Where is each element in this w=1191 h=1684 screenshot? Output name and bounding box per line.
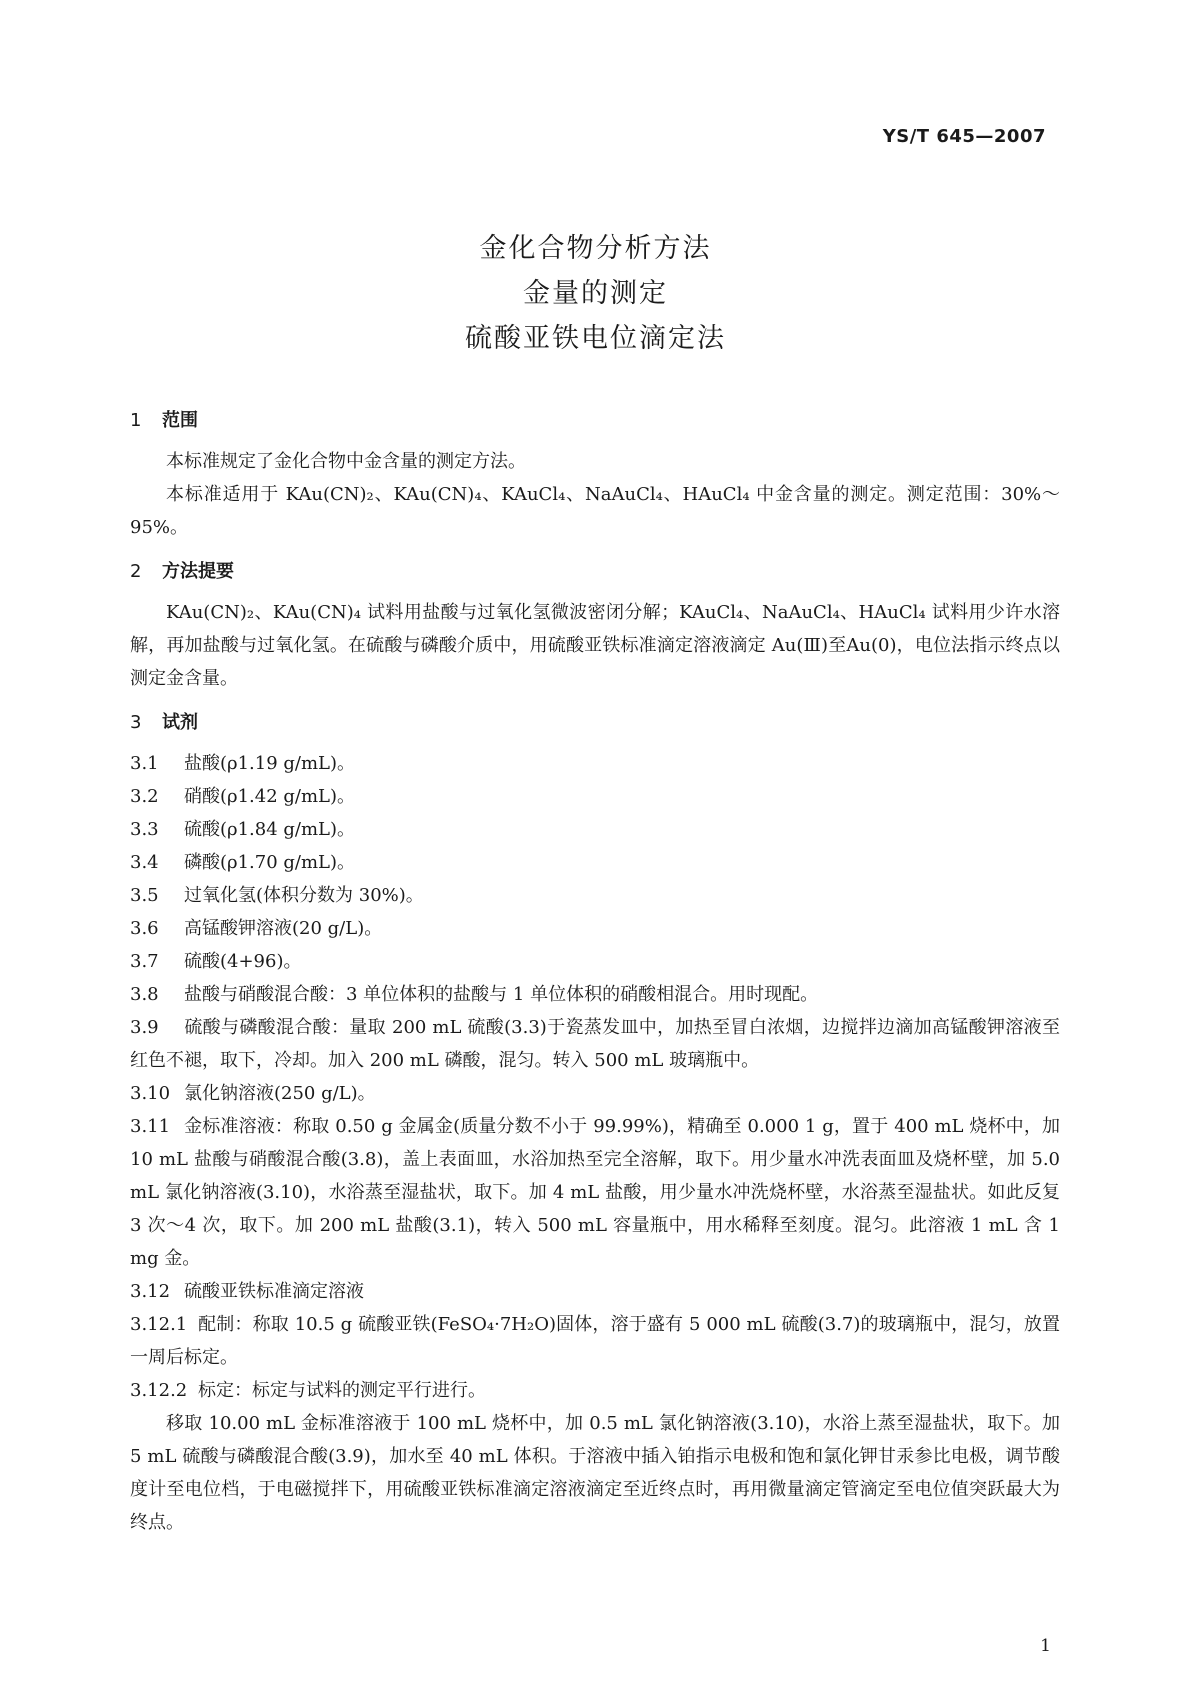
reagent-item (130, 1110, 1060, 1275)
section-heading-method-summary (130, 556, 1060, 588)
item-text: 硫酸亚铁标准滴定溶液 (184, 1281, 364, 1302)
item-number: 3.12.2 (130, 1380, 188, 1401)
reagent-item (130, 747, 1060, 780)
item-text: 硫酸(4+96)。 (184, 951, 302, 972)
section-title: 方法提要 (162, 561, 234, 582)
paragraph: 本标准适用于 KAu(CN)₂、KAu(CN)₄、KAuCl₄、NaAuCl₄、HAuCl₄ 中金含量的测定。测定范围：30%～95%。 (130, 484, 1060, 538)
item-number: 3.2 (130, 786, 159, 807)
section-number: 2 (130, 561, 142, 582)
section-title: 范围 (162, 410, 198, 431)
section-heading-scope (130, 405, 1060, 437)
item-text: 标定：标定与试料的测定平行进行。 (198, 1380, 486, 1401)
item-number: 3.7 (130, 951, 159, 972)
reagent-item (130, 1011, 1060, 1077)
item-number: 3.10 (130, 1083, 171, 1104)
item-text: 盐酸与硝酸混合酸：3 单位体积的盐酸与 1 单位体积的硝酸相混合。用时现配。 (184, 984, 819, 1005)
item-number: 3.11 (130, 1116, 171, 1137)
item-number: 3.4 (130, 852, 159, 873)
item-number: 3.8 (130, 984, 159, 1005)
item-text: 配制：称取 10.5 g 硫酸亚铁(FeSO₄·7H₂O)固体，溶于盛有 5 000 mL 硫酸(3.7)的玻璃瓶中，混匀，放置一周后标定。 (130, 1314, 1060, 1368)
reagent-item (130, 1077, 1060, 1110)
item-text: 高锰酸钾溶液(20 g/L)。 (184, 918, 383, 939)
item-number: 3.5 (130, 885, 159, 906)
item-text: 硝酸(ρ1.42 g/mL)。 (184, 786, 356, 807)
reagent-item (130, 912, 1060, 945)
section-title: 试剂 (162, 712, 198, 733)
reagent-item (130, 780, 1060, 813)
reagent-subitem (130, 1308, 1060, 1374)
paragraph: 本标准规定了金化合物中金含量的测定方法。 (166, 451, 526, 472)
reagent-item (130, 846, 1060, 879)
reagent-item (130, 813, 1060, 846)
item-number: 3.12.1 (130, 1314, 188, 1335)
item-number: 3.3 (130, 819, 159, 840)
paragraph: KAu(CN)₂、KAu(CN)₄ 试料用盐酸与过氧化氢微波密闭分解；KAuCl₄、NaAuCl₄、HAuCl₄ 试料用少许水溶解，再加盐酸与过氧化氢。在硫酸与磷酸介质中，用硫酸亚铁标准滴定溶液滴定 Au(Ⅲ)至Au(0)，电位法指示终点以测定金含量。 (130, 602, 1060, 689)
title-line-2: 金量的测定 (523, 278, 668, 309)
reagent-subitem (130, 1374, 1060, 1407)
item-text: 盐酸(ρ1.19 g/mL)。 (184, 753, 356, 774)
title-line-3: 硫酸亚铁电位滴定法 (465, 323, 726, 354)
item-text: 氯化钠溶液(250 g/L)。 (184, 1083, 376, 1104)
item-text: 金标准溶液：称取 0.50 g 金属金(质量分数不小于 99.99%)，精确至 0.000 1 g，置于 400 mL 烧杯中，加 10 mL 盐酸与硝酸混合酸(3.8)，盖上表面皿，水浴加热至完全溶解，取下。用少量水冲洗表面皿及烧杯壁，加 5.0 mL 氯化钠溶液(3.10)，水浴蒸至湿盐状，取下。加 4 mL 盐酸，用少量水冲洗烧杯壁，水浴蒸至湿盐状。如此反复 3 次～4 次，取下。加 200 mL 盐酸(3.1)，转入 500 mL 容量瓶中，用水稀释至刻度。混匀。此溶液 1 mL 含 1 mg 金。 (130, 1116, 1060, 1269)
section-number: 1 (130, 410, 142, 431)
item-text: 磷酸(ρ1.70 g/mL)。 (184, 852, 356, 873)
title-line-1: 金化合物分析方法 (479, 233, 712, 264)
reagent-item (130, 945, 1060, 978)
reagent-item (130, 1275, 1060, 1308)
item-number: 3.9 (130, 1017, 159, 1038)
standard-number: YS/T 645—2007 (882, 126, 1046, 147)
item-number: 3.6 (130, 918, 159, 939)
item-number: 3.12 (130, 1281, 171, 1302)
section-heading-reagents (130, 707, 1060, 739)
document-body (130, 405, 1060, 1539)
paragraph: 移取 10.00 mL 金标准溶液于 100 mL 烧杯中，加 0.5 mL 氯化钠溶液(3.10)，水浴上蒸至湿盐状，取下。加 5 mL 硫酸与磷酸混合酸(3.9)，加水至 40 mL 体积。于溶液中插入铂指示电极和饱和氯化钾甘汞参比电极，调节酸度计至电位档，于电磁搅拌下，用硫酸亚铁标准滴定溶液滴定至近终点时，再用微量滴定管滴定至电位值突跃最大为终点。 (130, 1413, 1060, 1533)
section-number: 3 (130, 712, 142, 733)
reagent-item (130, 978, 1060, 1011)
item-text: 硫酸与磷酸混合酸：量取 200 mL 硫酸(3.3)于瓷蒸发皿中，加热至冒白浓烟，边搅拌边滴加高锰酸钾溶液至红色不褪，取下，冷却。加入 200 mL 磷酸，混匀。转入 500 mL 玻璃瓶中。 (130, 1017, 1060, 1071)
reagent-item (130, 879, 1060, 912)
title-block (0, 226, 1191, 361)
page-number: 1 (1040, 1636, 1051, 1656)
item-text: 过氧化氢(体积分数为 30%)。 (184, 885, 424, 906)
item-text: 硫酸(ρ1.84 g/mL)。 (184, 819, 356, 840)
item-number: 3.1 (130, 753, 159, 774)
